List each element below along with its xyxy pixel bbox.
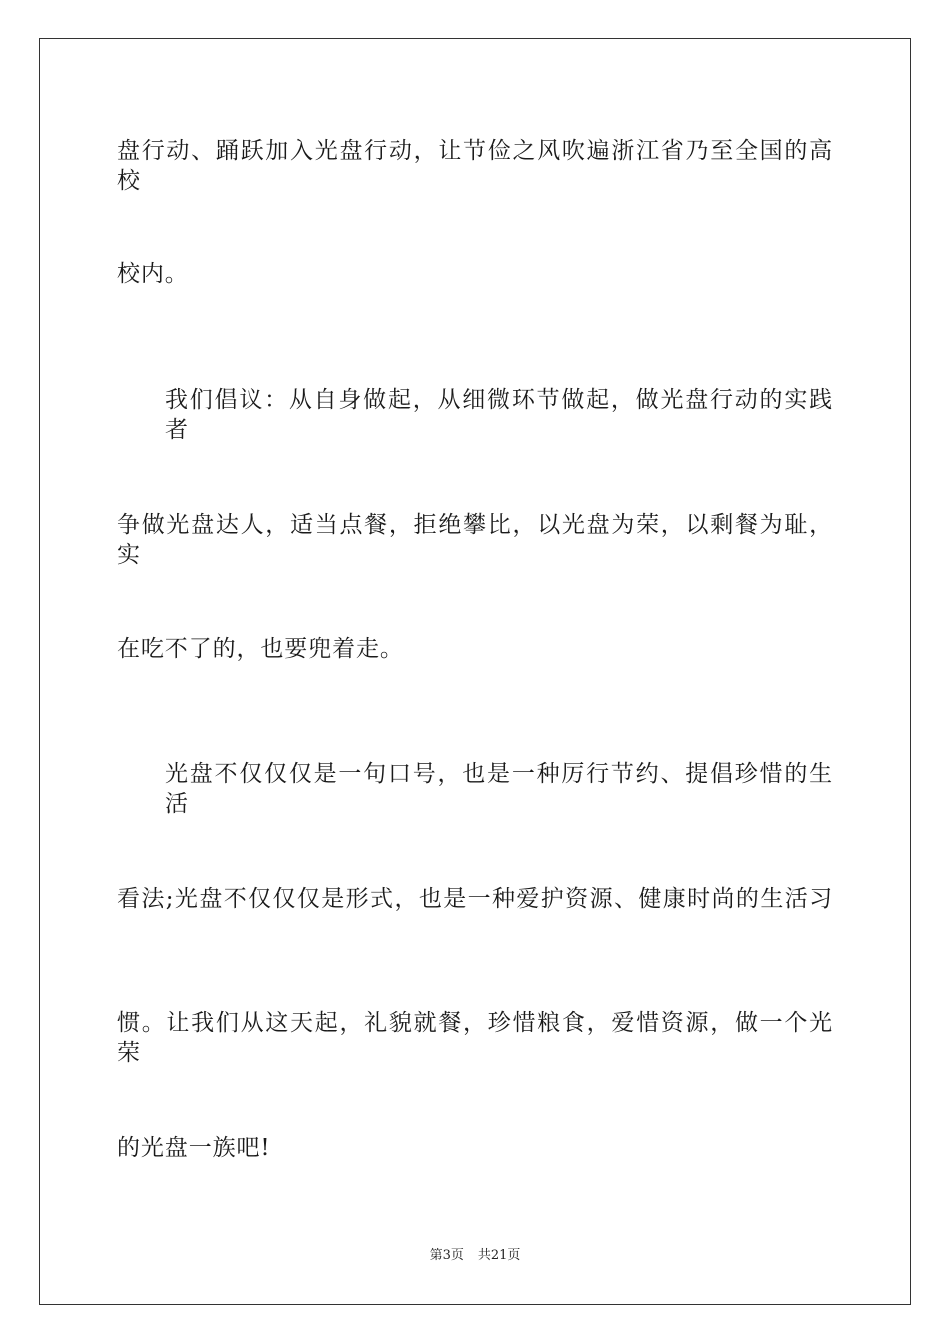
page-total: 共21页	[477, 1248, 521, 1263]
body-text-line: 光盘不仅仅仅是一句口号，也是一种厉行节约、提倡珍惜的生活	[165, 761, 833, 817]
page-footer	[0, 1247, 950, 1265]
page-frame	[39, 38, 911, 1305]
body-text-line: 盘行动、踊跃加入光盘行动，让节俭之风吹遍浙江省乃至全国的高校	[117, 138, 833, 194]
body-text-line: 看法;光盘不仅仅仅是形式，也是一种爱护资源、健康时尚的生活习	[117, 886, 833, 912]
body-text-line: 在吃不了的，也要兜着走。	[117, 636, 404, 662]
body-text-line: 校内。	[117, 261, 189, 287]
body-text-line: 我们倡议：从自身做起，从细微环节做起，做光盘行动的实践者	[165, 387, 833, 443]
page-number: 第3页	[429, 1248, 464, 1263]
body-text-line: 争做光盘达人，适当点餐，拒绝攀比，以光盘为荣，以剩餐为耻，实	[117, 512, 833, 568]
body-text-line: 惯。让我们从这天起，礼貌就餐，珍惜粮食，爱惜资源，做一个光荣	[117, 1010, 833, 1066]
body-text-line: 的光盘一族吧!	[117, 1135, 271, 1161]
